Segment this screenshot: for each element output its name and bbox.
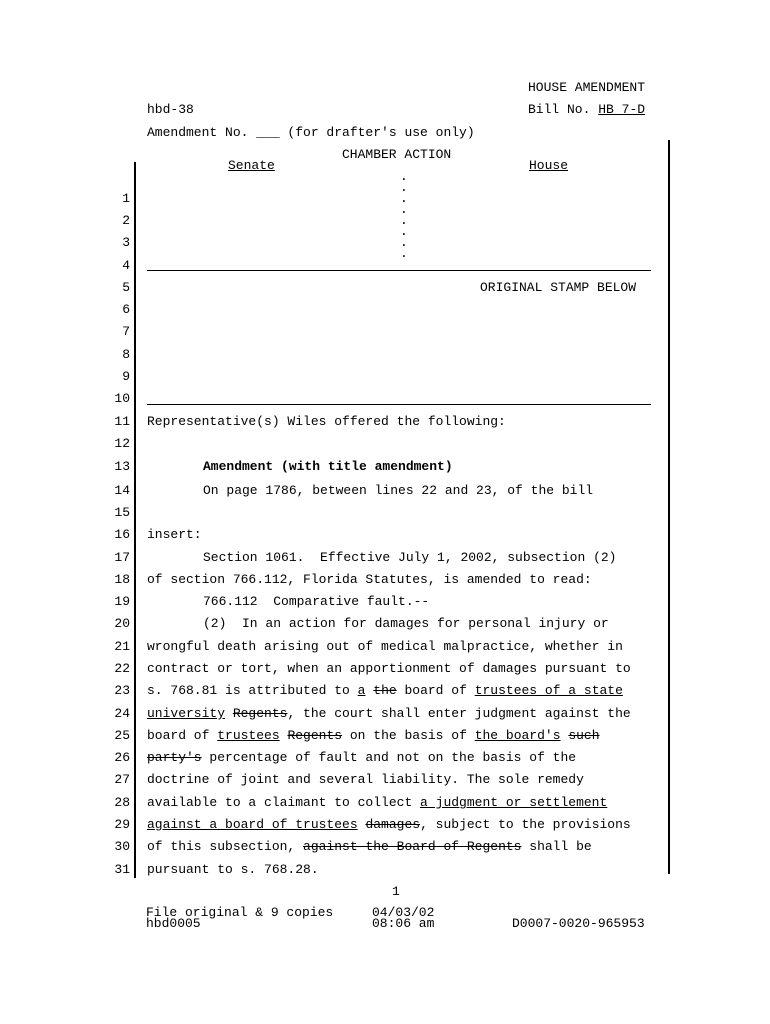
body-line-14: On page 1786, between lines 22 and 23, of the bill: [203, 483, 594, 498]
footer-time: 08:06 am: [372, 916, 435, 931]
line-number: 21: [114, 639, 130, 654]
line-number: 29: [114, 817, 130, 832]
footer-date: 04/03/02: [372, 905, 435, 920]
body-line-28: [147, 795, 607, 811]
line-number: 30: [114, 839, 130, 854]
line-number: 15: [114, 505, 130, 520]
line-number: 17: [114, 550, 130, 565]
body-line-23: [147, 683, 623, 699]
line-number: 31: [114, 862, 130, 877]
bill-number-line: [528, 102, 645, 118]
amendment-title: Amendment (with title amendment): [203, 459, 453, 474]
body-line-31: pursuant to s. 768.28.: [147, 862, 319, 877]
line-number: 23: [114, 683, 130, 698]
line-number: 10: [114, 391, 130, 406]
senate-label: Senate: [228, 158, 275, 173]
text-run: shall be: [521, 839, 592, 854]
line-number: 11: [114, 414, 130, 429]
deleted-text: Regents: [287, 728, 343, 743]
line-number: 25: [114, 728, 130, 743]
deleted-text: such: [568, 728, 600, 743]
body-line-25: [147, 728, 600, 744]
body-line-11: Representative(s) Wiles offered the following:: [147, 414, 506, 429]
line-number: 26: [114, 750, 130, 765]
body-line-22: contract or tort, when an apportionment of damages pursuant to: [147, 661, 631, 676]
body-line-30: [147, 839, 592, 855]
original-stamp-label: ORIGINAL STAMP BELOW: [480, 280, 637, 295]
line-number: 27: [114, 772, 130, 787]
page-number: 1: [392, 884, 400, 899]
body-line-16: insert:: [147, 527, 202, 542]
line-number: 3: [122, 235, 130, 250]
line-number: 2: [122, 213, 130, 228]
line-number: 8: [122, 347, 130, 362]
line-number: 19: [114, 594, 130, 609]
left-margin-rule: [134, 162, 136, 878]
text-run: [225, 706, 233, 721]
body-line-20: (2) In an action for damages for personal injury or: [203, 616, 609, 631]
text-run: s. 768.81 is attributed to: [147, 683, 358, 698]
line-number: 7: [122, 324, 130, 339]
line-number: 4: [122, 258, 130, 273]
bill-label: Bill No.: [528, 102, 591, 117]
stamp-area-rule: [147, 404, 651, 405]
text-run: , subject to the provisions: [420, 817, 631, 832]
line-number: 18: [114, 572, 130, 587]
inserted-text: trustees: [217, 728, 280, 743]
line-number: 6: [122, 302, 130, 317]
inserted-text: a judgment or settlement: [420, 795, 608, 810]
line-number: 13: [114, 459, 130, 474]
line-number: 28: [114, 795, 130, 810]
body-line-21: wrongful death arising out of medical malpractice, whether in: [147, 639, 623, 654]
line-number: 9: [122, 369, 130, 384]
deleted-text: Regents: [232, 706, 288, 721]
text-run: of this subsection,: [147, 839, 304, 854]
chamber-action-rule: [147, 270, 651, 271]
inserted-text: university: [147, 706, 226, 721]
document-id: hbd-38: [147, 102, 194, 117]
line-number: 20: [114, 616, 130, 631]
text-run: percentage of fault and not on the basis of the: [201, 750, 577, 765]
body-line-29: [147, 817, 631, 833]
bill-number: HB 7-D: [598, 102, 646, 117]
line-number: 16: [114, 527, 130, 542]
inserted-text: trustees of a state: [474, 683, 623, 698]
line-number: 12: [114, 436, 130, 451]
body-line-26: [147, 750, 576, 766]
line-number: 5: [122, 280, 130, 295]
footer-file-code: hbd0005: [146, 916, 201, 931]
deleted-text: the: [373, 683, 397, 698]
line-number: 22: [114, 661, 130, 676]
text-run: board of: [147, 728, 218, 743]
deleted-text: party's: [147, 750, 202, 765]
body-line-27: doctrine of joint and several liability. The sole remedy: [147, 772, 584, 787]
house-label: House: [529, 158, 569, 173]
deleted-text: against the Board of Regents: [303, 839, 522, 854]
text-run: available to a claimant to collect: [147, 795, 421, 810]
line-number: 1: [122, 191, 130, 206]
text-run: on the basis of: [342, 728, 475, 743]
deleted-text: damages: [365, 817, 421, 832]
house-amendment-heading: HOUSE AMENDMENT: [528, 80, 646, 95]
line-number: 14: [114, 483, 130, 498]
body-line-19: 766.112 Comparative fault.--: [203, 594, 430, 609]
text-run: board of: [396, 683, 475, 698]
inserted-text: against a board of trustees: [147, 817, 358, 832]
line-number: 24: [114, 706, 130, 721]
amendment-number-line: Amendment No. ___ (for drafter's use only): [147, 125, 475, 140]
text-run: , the court shall enter judgment against the: [287, 706, 631, 721]
body-line-24: [147, 706, 631, 722]
right-margin-rule: [668, 140, 670, 874]
body-line-18: of section 766.112, Florida Statutes, is amended to read:: [147, 572, 592, 587]
footer-copies: File original & 9 copies: [146, 905, 334, 920]
inserted-text: the board's: [474, 728, 561, 743]
footer-document-number: D0007-0020-965953: [512, 916, 645, 931]
body-line-17: Section 1061. Effective July 1, 2002, subsection (2): [203, 550, 617, 565]
chamber-action-heading: CHAMBER ACTION: [342, 147, 452, 162]
inserted-text: a: [357, 683, 366, 698]
